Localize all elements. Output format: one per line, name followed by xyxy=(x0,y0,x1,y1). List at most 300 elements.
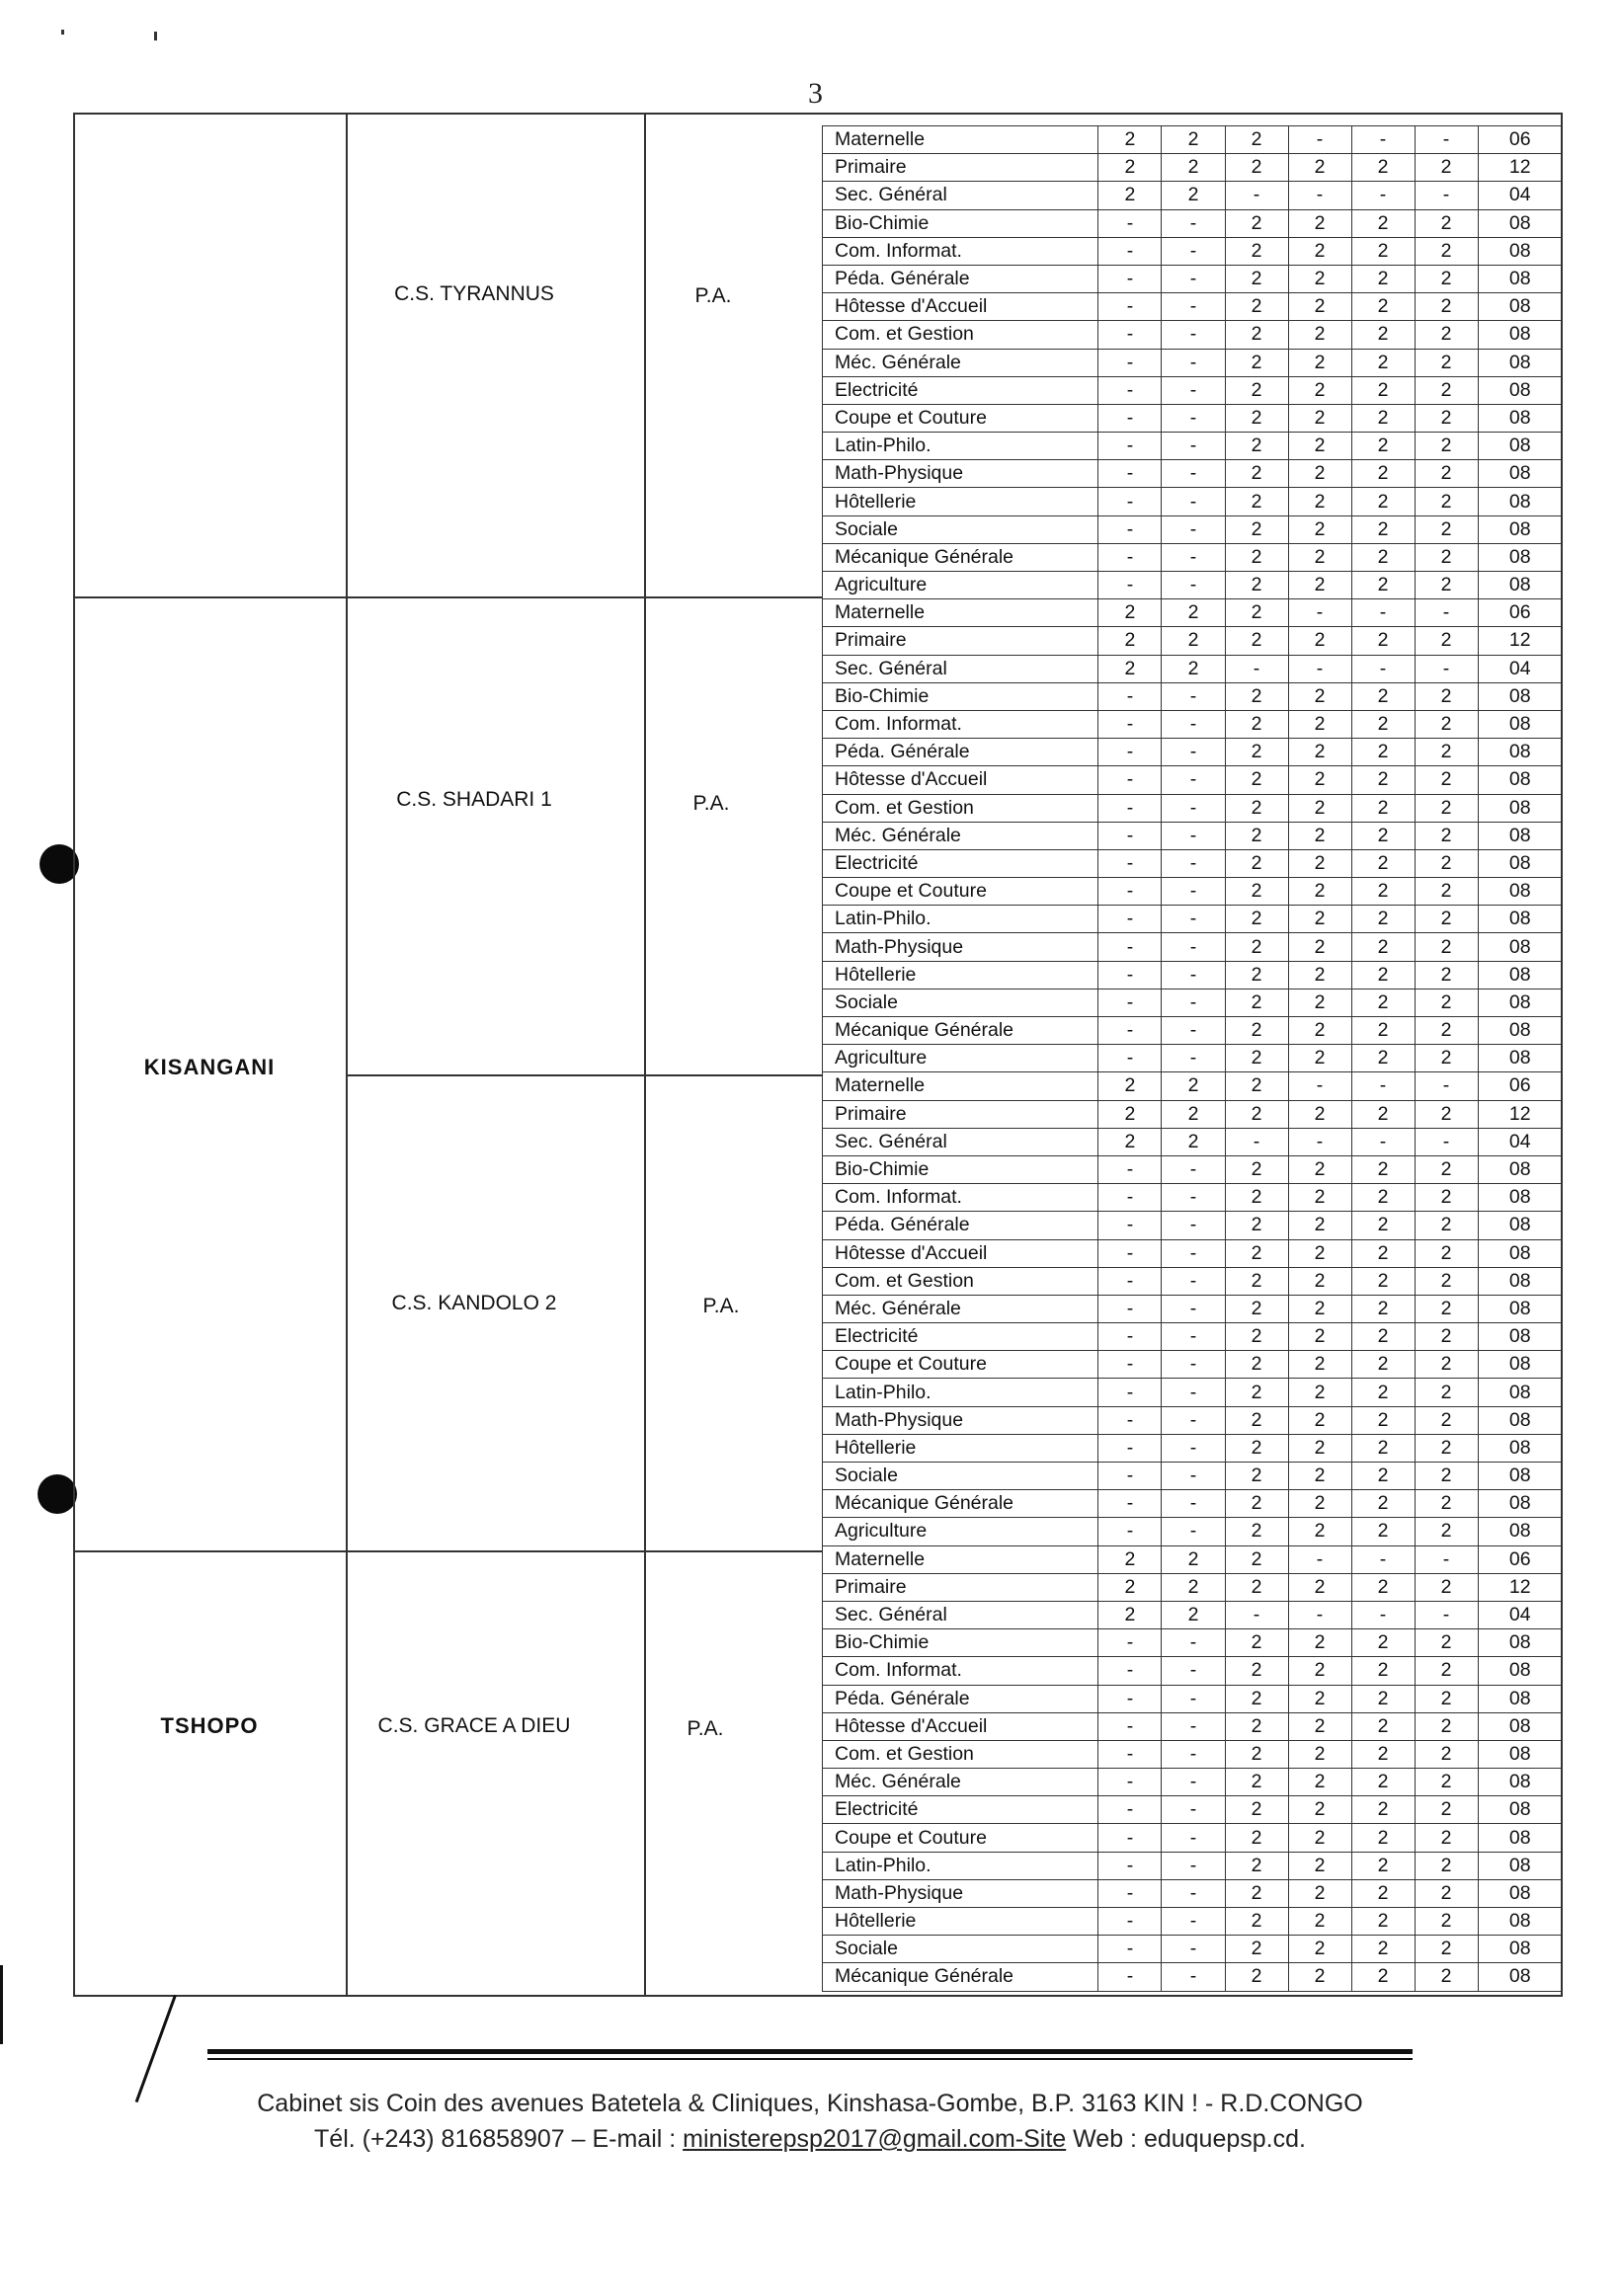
value-cell: 2 xyxy=(1225,1963,1288,1991)
value-cell: - xyxy=(1415,126,1478,154)
value-cell: 2 xyxy=(1288,739,1351,766)
column-divider xyxy=(644,113,646,1997)
value-cell: 2 xyxy=(1225,265,1288,292)
total-cell: 08 xyxy=(1478,1323,1562,1351)
value-cell: - xyxy=(1098,1463,1162,1490)
value-cell: 2 xyxy=(1225,1155,1288,1183)
value-cell: 2 xyxy=(1415,488,1478,515)
total-cell: 08 xyxy=(1478,1740,1562,1768)
total-cell: 08 xyxy=(1478,1406,1562,1434)
value-cell: - xyxy=(1098,404,1162,432)
value-cell: - xyxy=(1162,1295,1225,1322)
option-cell: Latin-Philo. xyxy=(823,433,1098,460)
total-cell: 08 xyxy=(1478,822,1562,849)
value-cell: 2 xyxy=(1225,349,1288,376)
value-cell: 2 xyxy=(1225,237,1288,265)
value-cell: 2 xyxy=(1288,154,1351,182)
value-cell: - xyxy=(1098,849,1162,877)
value-cell: 2 xyxy=(1288,1323,1351,1351)
table-row xyxy=(823,1518,1563,1545)
table-row xyxy=(823,293,1563,321)
value-cell: 2 xyxy=(1098,1573,1162,1601)
value-cell: - xyxy=(1162,1769,1225,1796)
value-cell: 2 xyxy=(1225,1406,1288,1434)
table-row xyxy=(823,488,1563,515)
value-cell: - xyxy=(1162,989,1225,1016)
value-cell: 2 xyxy=(1415,1852,1478,1879)
value-cell: - xyxy=(1162,1434,1225,1462)
value-cell: - xyxy=(1098,543,1162,571)
value-cell: 2 xyxy=(1415,1936,1478,1963)
total-cell: 12 xyxy=(1478,1100,1562,1128)
total-cell: 08 xyxy=(1478,989,1562,1016)
value-cell: - xyxy=(1162,849,1225,877)
value-cell: 2 xyxy=(1415,989,1478,1016)
value-cell: 2 xyxy=(1415,849,1478,877)
regime-label: P.A. xyxy=(702,1295,740,1317)
value-cell: - xyxy=(1415,1128,1478,1155)
table-row xyxy=(823,1212,1563,1239)
table-row xyxy=(823,682,1563,710)
table-row xyxy=(823,1740,1563,1768)
table-row xyxy=(823,933,1563,961)
value-cell: 2 xyxy=(1351,1657,1415,1685)
total-cell: 08 xyxy=(1478,293,1562,321)
value-cell: 2 xyxy=(1225,1545,1288,1573)
value-cell: - xyxy=(1225,655,1288,682)
value-cell: - xyxy=(1162,766,1225,794)
value-cell: 2 xyxy=(1415,1657,1478,1685)
table-row xyxy=(823,1351,1563,1379)
value-cell: - xyxy=(1162,1323,1225,1351)
total-cell: 08 xyxy=(1478,1518,1562,1545)
value-cell: 2 xyxy=(1351,989,1415,1016)
value-cell: 2 xyxy=(1288,1518,1351,1545)
option-cell: Electricité xyxy=(823,1796,1098,1824)
option-cell: Bio-Chimie xyxy=(823,1629,1098,1657)
option-cell: Mécanique Générale xyxy=(823,543,1098,571)
value-cell: - xyxy=(1098,1740,1162,1768)
option-cell: Com. Informat. xyxy=(823,1657,1098,1685)
value-cell: - xyxy=(1162,1879,1225,1907)
table-row xyxy=(823,1908,1563,1936)
value-cell: 2 xyxy=(1225,1490,1288,1518)
value-cell: 2 xyxy=(1162,1601,1225,1628)
table-row xyxy=(823,710,1563,738)
value-cell: 2 xyxy=(1415,321,1478,349)
table-row xyxy=(823,1406,1563,1434)
value-cell: - xyxy=(1098,1824,1162,1852)
value-cell: 2 xyxy=(1288,237,1351,265)
value-cell: 2 xyxy=(1415,1879,1478,1907)
value-cell: 2 xyxy=(1225,460,1288,488)
option-cell: Agriculture xyxy=(823,1045,1098,1072)
value-cell: - xyxy=(1162,1406,1225,1434)
total-cell: 08 xyxy=(1478,1351,1562,1379)
total-cell: 08 xyxy=(1478,933,1562,961)
table-row xyxy=(823,1434,1563,1462)
scan-speck xyxy=(61,30,64,35)
value-cell: 2 xyxy=(1288,1908,1351,1936)
option-cell: Com. et Gestion xyxy=(823,1740,1098,1768)
total-cell: 12 xyxy=(1478,627,1562,655)
value-cell: 2 xyxy=(1162,126,1225,154)
value-cell: 2 xyxy=(1351,1824,1415,1852)
value-cell: 2 xyxy=(1415,1155,1478,1183)
value-cell: 2 xyxy=(1225,961,1288,989)
option-cell: Hôtellerie xyxy=(823,1908,1098,1936)
regime-label: P.A. xyxy=(692,792,730,815)
footer-email-link[interactable]: ministerepsp2017@gmail.com-Site xyxy=(683,2125,1067,2153)
value-cell: - xyxy=(1415,1545,1478,1573)
value-cell: 2 xyxy=(1225,739,1288,766)
value-cell: 2 xyxy=(1415,376,1478,404)
total-cell: 08 xyxy=(1478,1017,1562,1045)
value-cell: 2 xyxy=(1351,572,1415,599)
value-cell: - xyxy=(1098,1184,1162,1212)
total-cell: 08 xyxy=(1478,572,1562,599)
value-cell: 2 xyxy=(1098,1601,1162,1628)
option-cell: Coupe et Couture xyxy=(823,878,1098,906)
value-cell: - xyxy=(1162,1852,1225,1879)
table-row xyxy=(823,1712,1563,1740)
value-cell: - xyxy=(1162,1740,1225,1768)
value-cell: 2 xyxy=(1415,1379,1478,1406)
total-cell: 08 xyxy=(1478,433,1562,460)
value-cell: 2 xyxy=(1415,572,1478,599)
total-cell: 08 xyxy=(1478,1379,1562,1406)
value-cell: 2 xyxy=(1351,1936,1415,1963)
option-cell: Bio-Chimie xyxy=(823,209,1098,237)
total-cell: 04 xyxy=(1478,655,1562,682)
option-cell: Sec. Général xyxy=(823,182,1098,209)
value-cell: - xyxy=(1098,1351,1162,1379)
table-row xyxy=(823,1295,1563,1322)
value-cell: - xyxy=(1351,1072,1415,1100)
table-row xyxy=(823,572,1563,599)
value-cell: 2 xyxy=(1225,154,1288,182)
value-cell: 2 xyxy=(1415,1017,1478,1045)
value-cell: 2 xyxy=(1162,1573,1225,1601)
option-cell: Primaire xyxy=(823,1573,1098,1601)
total-cell: 08 xyxy=(1478,961,1562,989)
table-row xyxy=(823,1323,1563,1351)
value-cell: 2 xyxy=(1162,655,1225,682)
option-cell: Maternelle xyxy=(823,126,1098,154)
value-cell: 2 xyxy=(1351,1573,1415,1601)
value-cell: - xyxy=(1351,655,1415,682)
total-cell: 08 xyxy=(1478,1963,1562,1991)
option-cell: Hôtesse d'Accueil xyxy=(823,1239,1098,1267)
value-cell: 2 xyxy=(1225,627,1288,655)
total-cell: 08 xyxy=(1478,404,1562,432)
value-cell: 2 xyxy=(1288,1852,1351,1879)
value-cell: 2 xyxy=(1415,460,1478,488)
value-cell: - xyxy=(1098,878,1162,906)
value-cell: 2 xyxy=(1098,1100,1162,1128)
value-cell: 2 xyxy=(1351,1267,1415,1295)
option-cell: Maternelle xyxy=(823,1072,1098,1100)
value-cell: 2 xyxy=(1415,1100,1478,1128)
total-cell: 12 xyxy=(1478,1573,1562,1601)
value-cell: 2 xyxy=(1415,1769,1478,1796)
value-cell: - xyxy=(1098,1852,1162,1879)
ecole-label: C.S. TYRANNUS xyxy=(394,282,554,305)
value-cell: 2 xyxy=(1225,1351,1288,1379)
value-cell: 2 xyxy=(1225,1379,1288,1406)
option-cell: Electricité xyxy=(823,1323,1098,1351)
total-cell: 06 xyxy=(1478,1545,1562,1573)
footer-rule xyxy=(207,2058,1413,2060)
option-cell: Méc. Générale xyxy=(823,1769,1098,1796)
value-cell: 2 xyxy=(1288,572,1351,599)
value-cell: - xyxy=(1288,655,1351,682)
value-cell: 2 xyxy=(1288,349,1351,376)
value-cell: 2 xyxy=(1415,1267,1478,1295)
table-row xyxy=(823,543,1563,571)
value-cell: 2 xyxy=(1225,1712,1288,1740)
value-cell: - xyxy=(1415,655,1478,682)
table-row xyxy=(823,599,1563,627)
value-cell: 2 xyxy=(1288,1824,1351,1852)
value-cell: - xyxy=(1351,1601,1415,1628)
value-cell: - xyxy=(1162,1463,1225,1490)
value-cell: - xyxy=(1098,1629,1162,1657)
value-cell: 2 xyxy=(1415,739,1478,766)
value-cell: 2 xyxy=(1098,1072,1162,1100)
total-cell: 08 xyxy=(1478,1712,1562,1740)
value-cell: 2 xyxy=(1288,209,1351,237)
value-cell: - xyxy=(1288,182,1351,209)
total-cell: 08 xyxy=(1478,1852,1562,1879)
option-cell: Bio-Chimie xyxy=(823,682,1098,710)
total-cell: 08 xyxy=(1478,710,1562,738)
value-cell: 2 xyxy=(1288,989,1351,1016)
option-cell: Péda. Générale xyxy=(823,739,1098,766)
value-cell: - xyxy=(1351,126,1415,154)
value-cell: - xyxy=(1162,1017,1225,1045)
value-cell: 2 xyxy=(1415,682,1478,710)
value-cell: - xyxy=(1098,1045,1162,1072)
ville-label: TSHOPO xyxy=(160,1713,259,1738)
option-cell: Péda. Générale xyxy=(823,265,1098,292)
value-cell: 2 xyxy=(1415,154,1478,182)
value-cell: - xyxy=(1162,433,1225,460)
table-row xyxy=(823,515,1563,543)
option-cell: Méc. Générale xyxy=(823,349,1098,376)
value-cell: - xyxy=(1162,543,1225,571)
value-cell: 2 xyxy=(1225,321,1288,349)
value-cell: 2 xyxy=(1415,1629,1478,1657)
option-cell: Hôtesse d'Accueil xyxy=(823,293,1098,321)
value-cell: 2 xyxy=(1351,1712,1415,1740)
value-cell: - xyxy=(1162,572,1225,599)
value-cell: 2 xyxy=(1415,293,1478,321)
table-row xyxy=(823,376,1563,404)
value-cell: 2 xyxy=(1351,1490,1415,1518)
value-cell: 2 xyxy=(1162,599,1225,627)
table-row xyxy=(823,961,1563,989)
option-cell: Bio-Chimie xyxy=(823,1155,1098,1183)
value-cell: 2 xyxy=(1288,488,1351,515)
value-cell: 2 xyxy=(1288,766,1351,794)
value-cell: 2 xyxy=(1225,1017,1288,1045)
ecole-label: C.S. KANDOLO 2 xyxy=(391,1292,557,1314)
table-row xyxy=(823,989,1563,1016)
table-row xyxy=(823,154,1563,182)
value-cell: 2 xyxy=(1351,515,1415,543)
value-cell: - xyxy=(1098,1379,1162,1406)
table-row xyxy=(823,1184,1563,1212)
total-cell: 08 xyxy=(1478,1657,1562,1685)
value-cell: 2 xyxy=(1415,961,1478,989)
value-cell: - xyxy=(1162,376,1225,404)
value-cell: 2 xyxy=(1288,1879,1351,1907)
value-cell: 2 xyxy=(1351,1518,1415,1545)
value-cell: 2 xyxy=(1225,1434,1288,1462)
value-cell: 2 xyxy=(1288,515,1351,543)
value-cell: - xyxy=(1098,460,1162,488)
value-cell: 2 xyxy=(1351,237,1415,265)
value-cell: - xyxy=(1098,989,1162,1016)
value-cell: 2 xyxy=(1415,710,1478,738)
value-cell: 2 xyxy=(1098,655,1162,682)
value-cell: 2 xyxy=(1288,1184,1351,1212)
total-cell: 08 xyxy=(1478,237,1562,265)
option-cell: Péda. Générale xyxy=(823,1685,1098,1712)
value-cell: 2 xyxy=(1225,794,1288,822)
table-row xyxy=(823,1239,1563,1267)
value-cell: - xyxy=(1162,265,1225,292)
value-cell: - xyxy=(1162,1267,1225,1295)
value-cell: - xyxy=(1288,1072,1351,1100)
value-cell: - xyxy=(1098,209,1162,237)
total-cell: 04 xyxy=(1478,182,1562,209)
value-cell: 2 xyxy=(1415,1490,1478,1518)
value-cell: 2 xyxy=(1098,599,1162,627)
value-cell: 2 xyxy=(1225,543,1288,571)
value-cell: - xyxy=(1162,293,1225,321)
value-cell: 2 xyxy=(1288,1685,1351,1712)
value-cell: 2 xyxy=(1351,321,1415,349)
value-cell: - xyxy=(1098,933,1162,961)
value-cell: 2 xyxy=(1225,1629,1288,1657)
total-cell: 08 xyxy=(1478,766,1562,794)
value-cell: 2 xyxy=(1288,543,1351,571)
total-cell: 08 xyxy=(1478,1490,1562,1518)
option-cell: Math-Physique xyxy=(823,1406,1098,1434)
value-cell: 2 xyxy=(1351,376,1415,404)
option-cell: Méc. Générale xyxy=(823,822,1098,849)
options-grid xyxy=(822,125,1563,1992)
value-cell: 2 xyxy=(1351,1100,1415,1128)
table-row xyxy=(823,1879,1563,1907)
total-cell: 08 xyxy=(1478,515,1562,543)
total-cell: 08 xyxy=(1478,1434,1562,1462)
option-cell: Com. et Gestion xyxy=(823,794,1098,822)
value-cell: 2 xyxy=(1288,1490,1351,1518)
option-cell: Math-Physique xyxy=(823,460,1098,488)
total-cell: 08 xyxy=(1478,1045,1562,1072)
total-cell: 08 xyxy=(1478,1936,1562,1963)
option-cell: Péda. Générale xyxy=(823,1212,1098,1239)
value-cell: 2 xyxy=(1351,1629,1415,1657)
table-row xyxy=(823,1017,1563,1045)
value-cell: - xyxy=(1288,1601,1351,1628)
value-cell: - xyxy=(1162,1212,1225,1239)
value-cell: - xyxy=(1162,1351,1225,1379)
value-cell: - xyxy=(1098,1490,1162,1518)
value-cell: 2 xyxy=(1225,1295,1288,1322)
value-cell: 2 xyxy=(1225,933,1288,961)
value-cell: - xyxy=(1162,1629,1225,1657)
total-cell: 08 xyxy=(1478,1155,1562,1183)
total-cell: 06 xyxy=(1478,1072,1562,1100)
value-cell: 2 xyxy=(1415,1796,1478,1824)
value-cell: - xyxy=(1225,1601,1288,1628)
value-cell: 2 xyxy=(1351,1045,1415,1072)
option-cell: Primaire xyxy=(823,154,1098,182)
value-cell: 2 xyxy=(1225,878,1288,906)
page-number: 3 xyxy=(808,77,823,110)
option-cell: Sec. Général xyxy=(823,655,1098,682)
value-cell: 2 xyxy=(1225,376,1288,404)
total-cell: 08 xyxy=(1478,739,1562,766)
footer-phone: Tél. (+243) 816858907 – E-mail : xyxy=(314,2125,684,2153)
value-cell: 2 xyxy=(1415,433,1478,460)
table-row xyxy=(823,349,1563,376)
table-row xyxy=(823,1769,1563,1796)
value-cell: 2 xyxy=(1288,460,1351,488)
value-cell: 2 xyxy=(1351,1908,1415,1936)
value-cell: - xyxy=(1162,1824,1225,1852)
value-cell: - xyxy=(1162,460,1225,488)
value-cell: 2 xyxy=(1225,1212,1288,1239)
total-cell: 08 xyxy=(1478,1239,1562,1267)
value-cell: 2 xyxy=(1225,488,1288,515)
total-cell: 08 xyxy=(1478,1769,1562,1796)
value-cell: 2 xyxy=(1288,1100,1351,1128)
value-cell: 2 xyxy=(1415,933,1478,961)
value-cell: 2 xyxy=(1351,627,1415,655)
value-cell: 2 xyxy=(1351,878,1415,906)
value-cell: - xyxy=(1098,1769,1162,1796)
value-cell: 2 xyxy=(1351,1295,1415,1322)
value-cell: - xyxy=(1288,126,1351,154)
value-cell: 2 xyxy=(1225,1657,1288,1685)
option-cell: Sociale xyxy=(823,515,1098,543)
value-cell: 2 xyxy=(1288,1936,1351,1963)
table-row xyxy=(823,627,1563,655)
value-cell: 2 xyxy=(1415,1573,1478,1601)
total-cell: 08 xyxy=(1478,460,1562,488)
value-cell: - xyxy=(1162,1490,1225,1518)
value-cell: - xyxy=(1162,1796,1225,1824)
value-cell: 2 xyxy=(1225,1045,1288,1072)
value-cell: 2 xyxy=(1351,1796,1415,1824)
value-cell: 2 xyxy=(1415,1824,1478,1852)
value-cell: 2 xyxy=(1288,849,1351,877)
value-cell: - xyxy=(1098,293,1162,321)
option-cell: Hôtellerie xyxy=(823,488,1098,515)
total-cell: 06 xyxy=(1478,599,1562,627)
value-cell: - xyxy=(1162,209,1225,237)
value-cell: 2 xyxy=(1288,1573,1351,1601)
total-cell: 08 xyxy=(1478,488,1562,515)
value-cell: 2 xyxy=(1225,293,1288,321)
value-cell: 2 xyxy=(1351,154,1415,182)
value-cell: 2 xyxy=(1288,433,1351,460)
